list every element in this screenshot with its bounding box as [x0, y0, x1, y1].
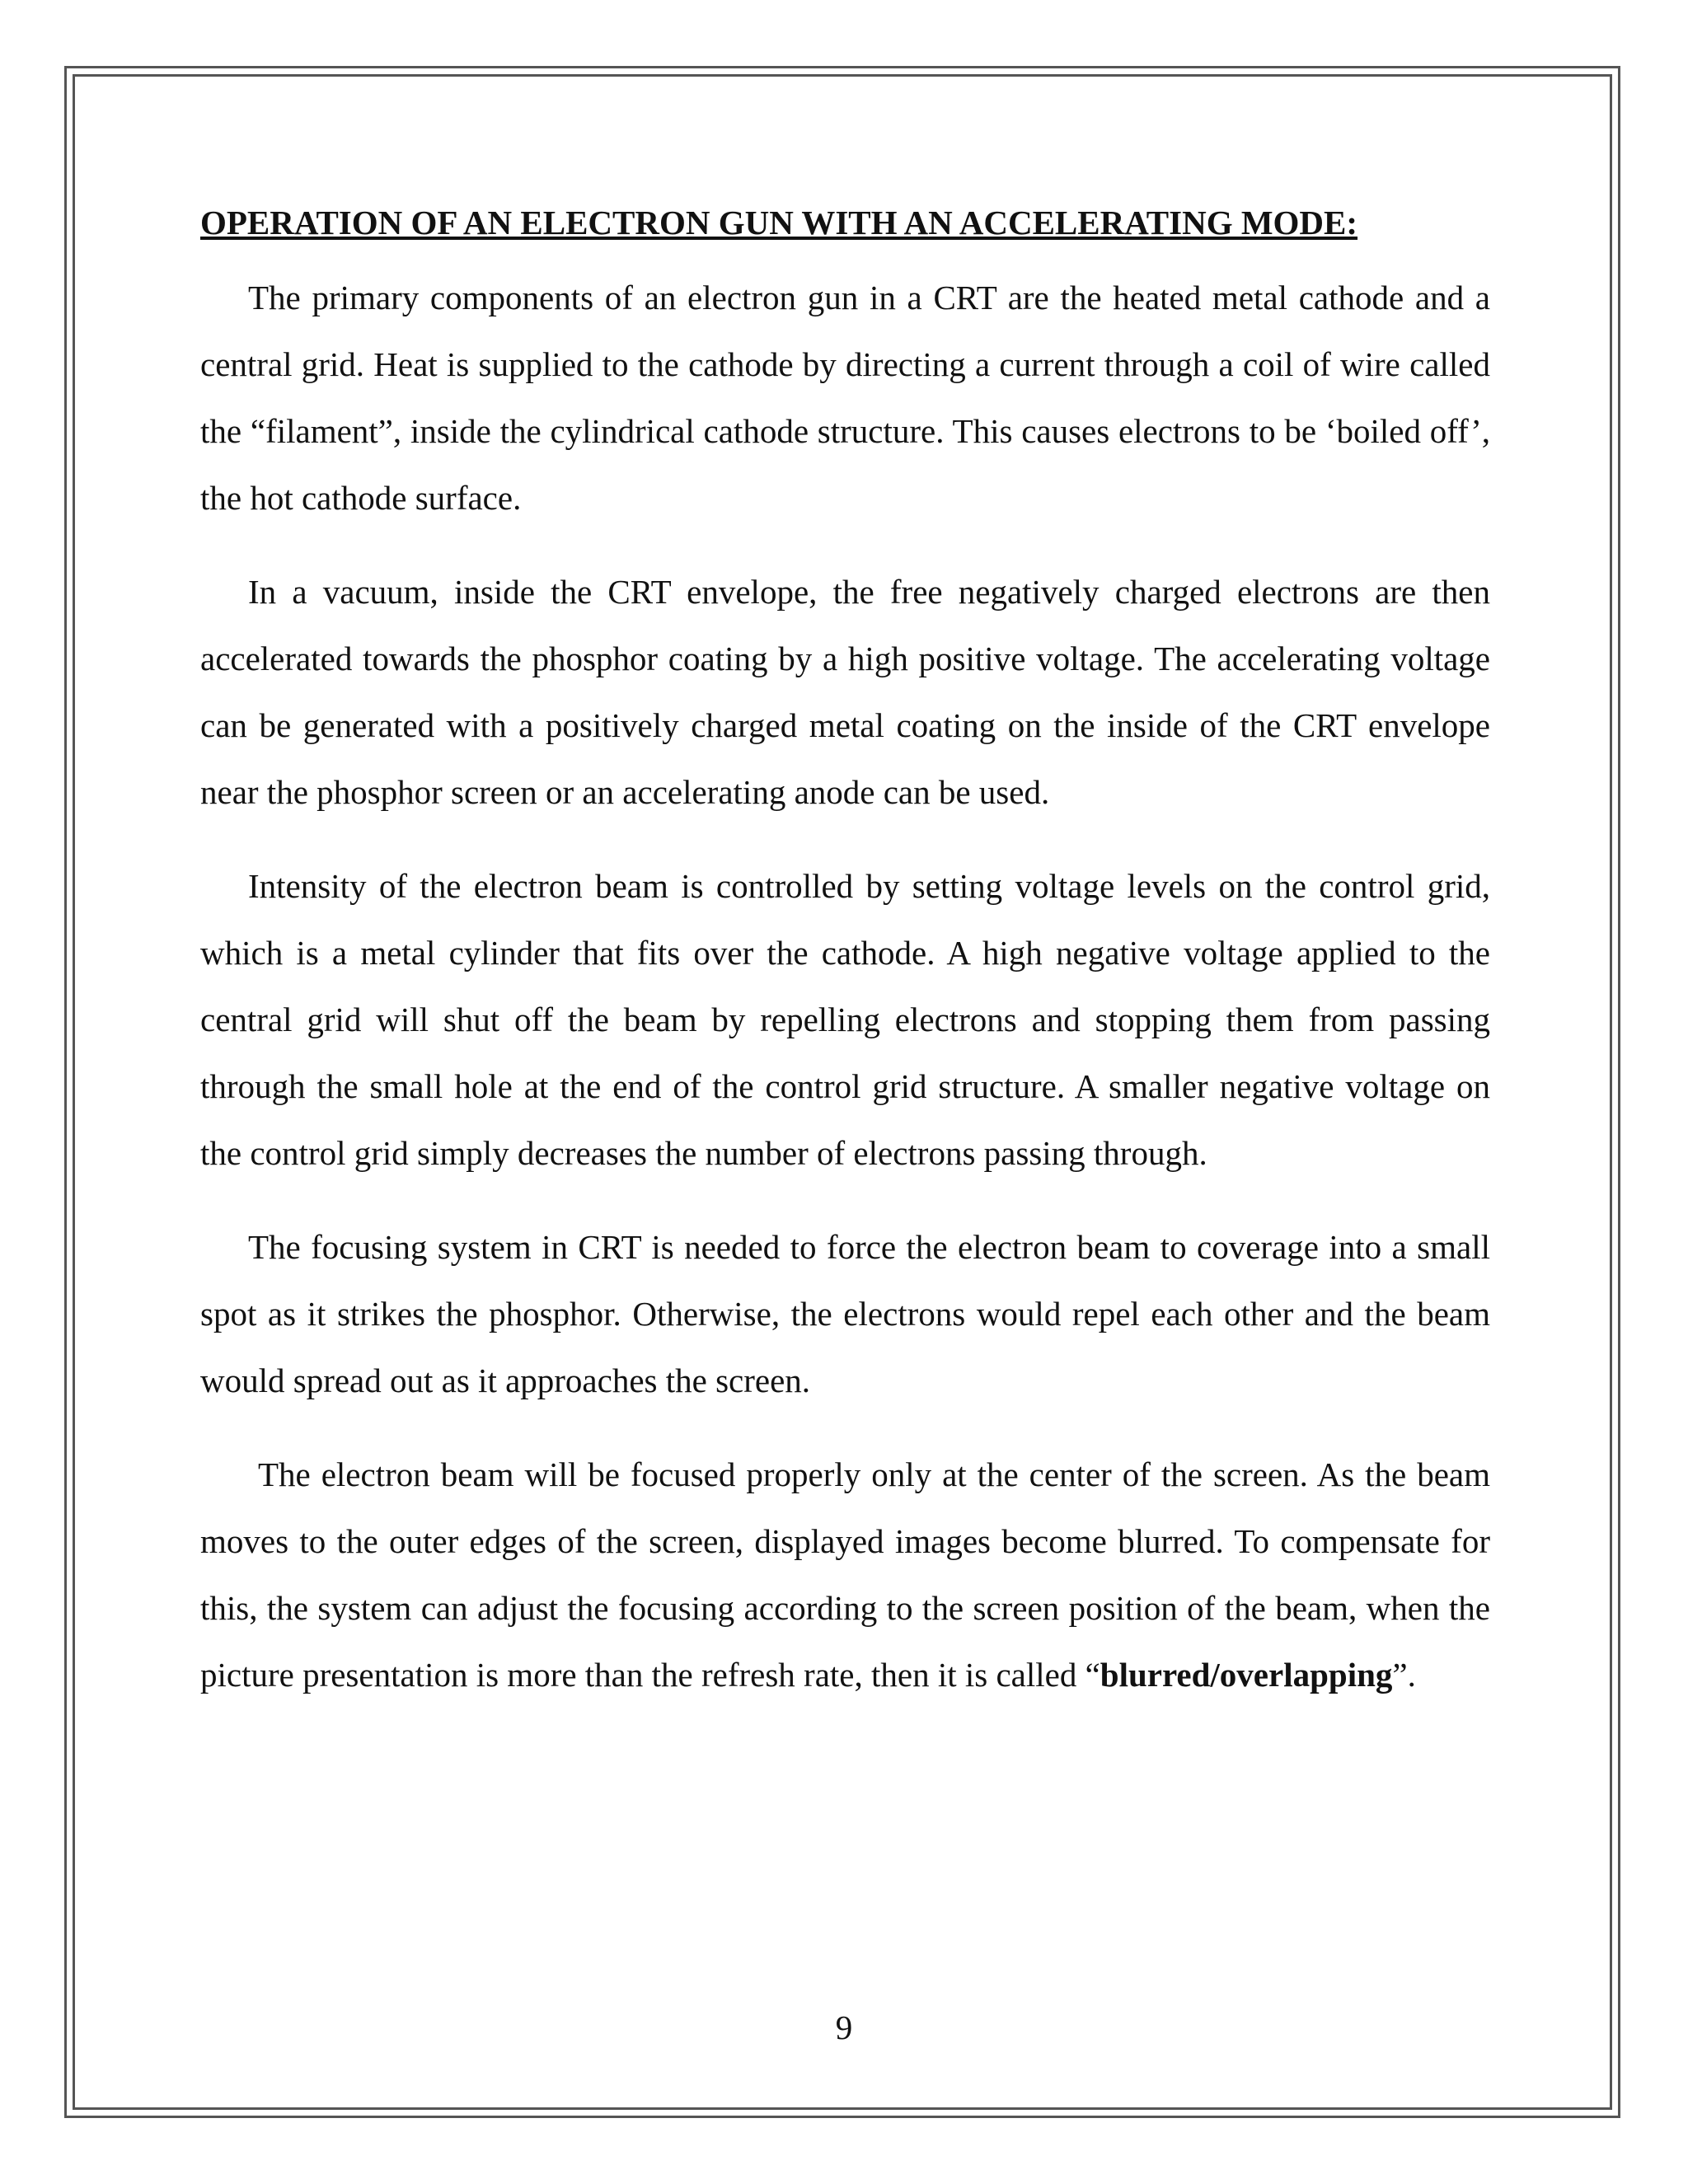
paragraph-beam-focus [200, 1441, 1490, 1708]
paragraph-focusing-system: The focusing system in CRT is needed to force the electron beam to coverage into a small spot as it strikes the phosphor. Otherwise, the electrons would repel each other and the beam would spread out as it approaches the screen. [200, 1228, 1490, 1399]
document-body [200, 190, 1490, 1708]
section-heading: OPERATION OF AN ELECTRON GUN WITH AN ACCELERATING MODE: [200, 204, 1358, 241]
paragraph-beam-focus-text: The electron beam will be focused properly only at the center of the screen. As the beam moves to the outer edges of the screen, displayed images become blurred. To compensate for this, the system can adjust the focusing according to the screen position of the beam, when the picture presentation is more than the refresh rate, then it is called “ [200, 1455, 1490, 1694]
bold-term-blurred-overlapping: blurred/overlapping [1100, 1656, 1393, 1694]
page-number: 9 [835, 2008, 853, 2046]
paragraph-acceleration: In a vacuum, inside the CRT envelope, the free negatively charged electrons are then accelerated towards the phosphor coating by a high positive voltage. The accelerating voltage can be generated with a positively charged metal coating on the inside of the CRT envelope near the phosphor screen or an accelerating anode can be used. [200, 573, 1490, 811]
paragraph-electron-gun-components: The primary components of an electron gun in a CRT are the heated metal cathode and a central grid. Heat is supplied to the cathode by directing a current through a coil of wire called the “filament”, inside the cylindrical cathode structure. This causes electrons to be ‘boiled off’, the hot cathode surface. [200, 279, 1490, 517]
paragraph-beam-focus-closing: ”. [1392, 1656, 1416, 1694]
paragraph-intensity-control: Intensity of the electron beam is controlled by setting voltage levels on the control grid, which is a metal cylinder that fits over the cathode. A high negative voltage applied to the central grid will shut off the beam by repelling electrons and stopping them from passing through the small hole at the end of the control grid structure. A smaller negative voltage on the control grid simply decreases the number of electrons passing through. [200, 867, 1490, 1172]
